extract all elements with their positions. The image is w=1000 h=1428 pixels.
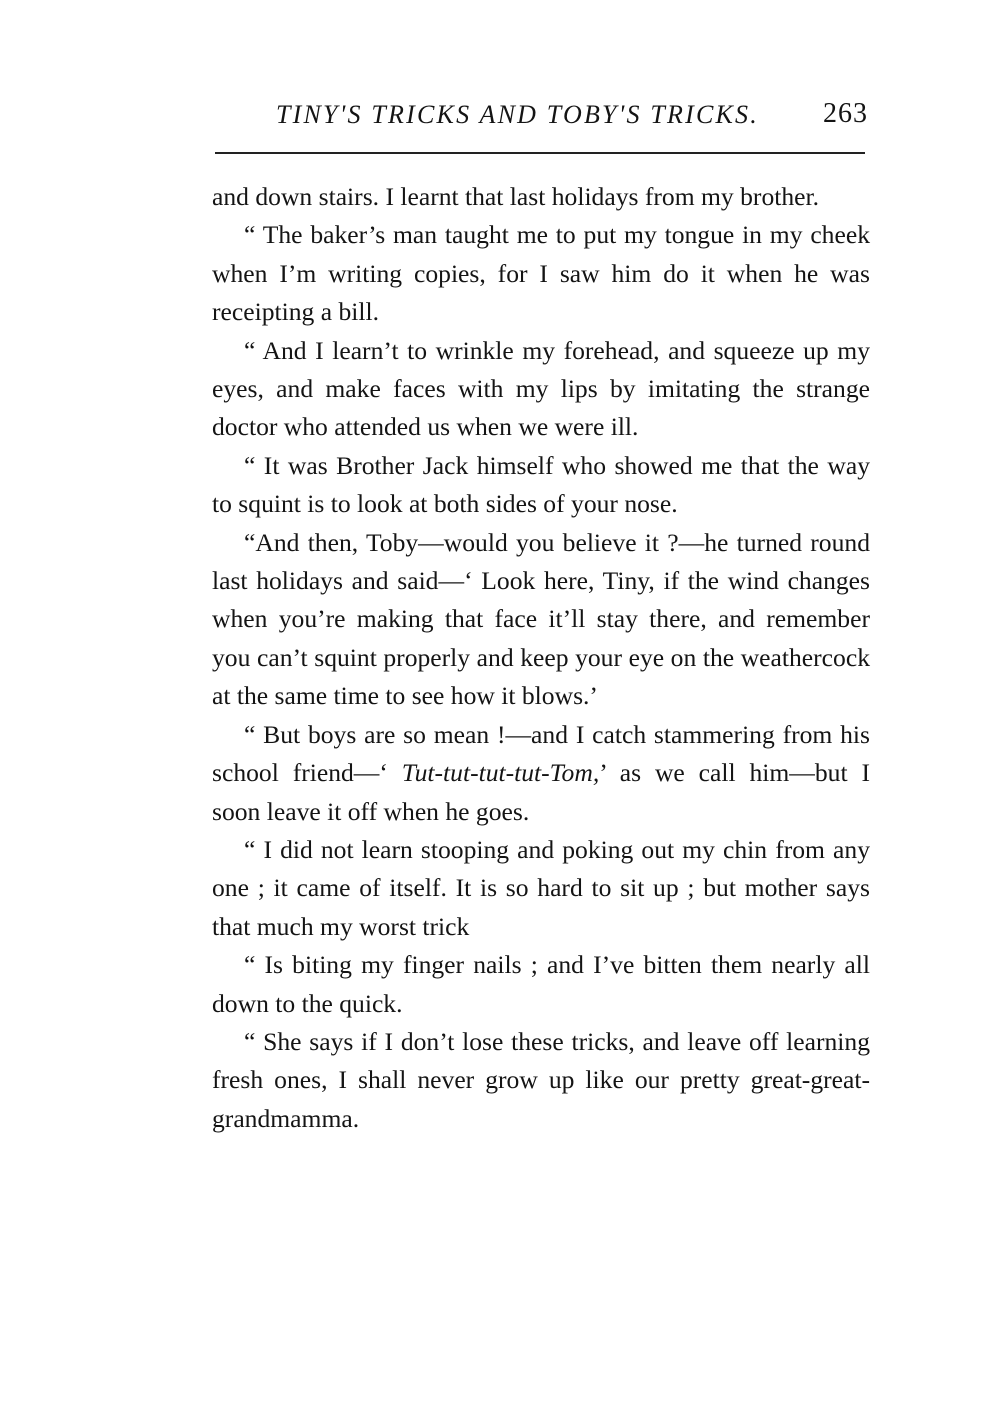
paragraph-5: “And then, Toby—would you believe it ?—he turned round last holidays and said—‘ Look here, Tiny, if the wind changes when you’re making that face it’ll stay there, and remember you can’t squint properly and keep your eye on the weathercock at the same time to see how it blows.’ bbox=[212, 527, 870, 711]
header-rule bbox=[215, 152, 865, 154]
running-head bbox=[212, 96, 870, 136]
body-text bbox=[212, 178, 870, 1138]
paragraph-6-after: ’ as we call him—but I soon leave it off when he goes. bbox=[212, 758, 870, 826]
paragraph-3: “ And I learn’t to wrinkle my forehead, and squeeze up my eyes, and make faces with my lips by imitating the strange doctor who attended us when we were ill. bbox=[212, 335, 870, 442]
paragraph-6-before: “ But boys are so mean !—and I catch stammering from his school friend—‘ bbox=[212, 719, 870, 788]
paragraph-8: “ Is biting my finger nails ; and I’ve bitten them nearly all down to the quick. bbox=[212, 950, 870, 1018]
paragraph-2: “ The baker’s man taught me to put my tongue in my cheek when I’m writing copies, for I saw him do it when he was receipting a bill. bbox=[212, 220, 870, 327]
paragraph-9: “ She says if I don’t lose these tricks, and leave off learning fresh ones, I shall never grow up like our pretty great-great-grandmamma. bbox=[212, 1026, 870, 1133]
paragraph-6 bbox=[212, 716, 870, 831]
paragraph-6-emphasis: Tut-tut-tut-tut-Tom, bbox=[401, 758, 600, 788]
paragraph-4: “ It was Brother Jack himself who showed me that the way to squint is to look at both sides of your nose. bbox=[212, 450, 870, 519]
paragraph-1: and down stairs. I learnt that last holidays from my brother. bbox=[212, 182, 820, 211]
paragraph-7: “ I did not learn stooping and poking out my chin from any one ; it came of itself. It is so hard to sit up ; but mother says that much my worst trick bbox=[212, 834, 870, 941]
page-number: 263 bbox=[823, 98, 868, 129]
running-title: TINY'S TRICKS AND TOBY'S TRICKS. bbox=[276, 100, 759, 129]
